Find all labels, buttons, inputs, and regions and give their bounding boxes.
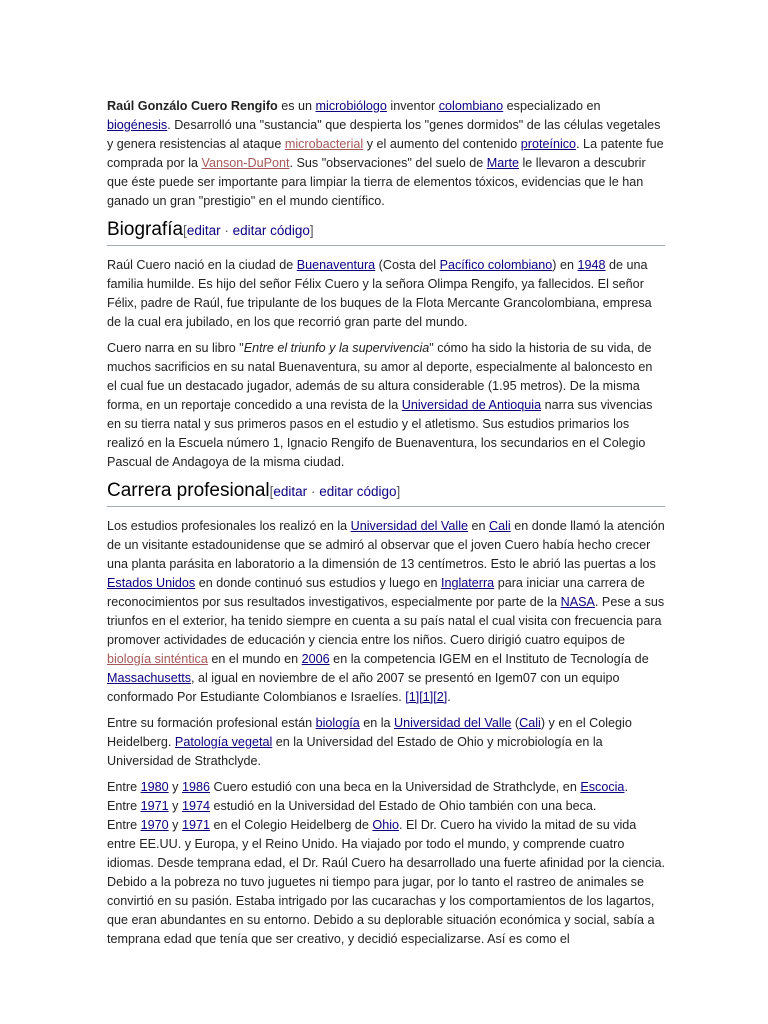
section-heading-biografia: Biografía[editar · editar código] bbox=[107, 218, 665, 246]
link-biogenesis[interactable]: biogénesis bbox=[107, 118, 168, 132]
link-1974[interactable]: 1974 bbox=[181, 799, 210, 813]
book-title: Entre el triunfo y la supervivencia bbox=[243, 341, 430, 355]
link-colombiano[interactable]: colombiano bbox=[438, 99, 504, 113]
link-ohio[interactable]: Ohio bbox=[372, 818, 400, 832]
reference-links[interactable]: [1][1][2] bbox=[405, 690, 448, 704]
link-proteinico[interactable]: proteínico bbox=[520, 137, 577, 151]
intro-paragraph: Raúl Gonzálo Cuero Rengifo es un microbiólogo inventor colombiano especializado en biogénesis. Desarrolló una "sustancia" que despierta los "genes dormidos" de las células vegetales y genera resistencias al ataque microbacterial y el aumento del contenido proteínico. La patente fue comprada por la Vanson-DuPont. Sus "observaciones" del suelo de Marte le llevaron a descubrir que éste puede ser importante para limpiar la tierra de elementos tóxicos, evidencias que le han ganado un gran "prestigio" en el mundo científico. bbox=[107, 99, 664, 208]
link-inglaterra[interactable]: Inglaterra bbox=[440, 576, 495, 590]
edit-links: [editar · editar código] bbox=[183, 223, 314, 238]
link-1980[interactable]: 1980 bbox=[140, 780, 169, 794]
bio-paragraph-1: Raúl Cuero nació en la ciudad de Buenaventura (Costa del Pacífico colombiano) en 1948 de una familia humilde. Es hijo del señor Félix Cuero y la señora Olimpa Rengifo, ya fallecidos. El señor Félix, padre de Raúl, fue tripulante de los buques de la Flota Mercante Grancolombiana, empresa de la cual era jubilado, en los que recorrió gran parte del mundo. bbox=[107, 258, 652, 329]
link-vanson-dupont[interactable]: Vanson-DuPont bbox=[201, 156, 290, 170]
link-microbiologo[interactable]: microbiólogo bbox=[315, 99, 387, 113]
link-biologia-sintentica[interactable]: biología sinténtica bbox=[107, 652, 208, 666]
link-biologia[interactable]: biología bbox=[315, 716, 360, 730]
link-estados-unidos[interactable]: Estados Unidos bbox=[107, 576, 196, 590]
edit-link[interactable]: editar bbox=[273, 484, 308, 499]
edit-link[interactable]: editar bbox=[186, 223, 221, 238]
link-1971[interactable]: 1971 bbox=[140, 799, 169, 813]
edit-links: [editar · editar código] bbox=[269, 484, 401, 499]
link-microbacterial[interactable]: microbacterial bbox=[284, 137, 364, 151]
link-pacifico-colombiano[interactable]: Pacífico colombiano bbox=[439, 258, 553, 272]
link-marte[interactable]: Marte bbox=[486, 156, 519, 170]
link-2006[interactable]: 2006 bbox=[301, 652, 330, 666]
link-cali[interactable]: Cali bbox=[519, 716, 541, 730]
career-paragraph-2: Entre su formación profesional están biología en la Universidad del Valle (Cali) y en el Colegio Heidelberg. Patología vegetal en la Universidad del Estado de Ohio y microbiología en la Universidad de Strathclyde. bbox=[107, 716, 632, 768]
link-buenaventura[interactable]: Buenaventura bbox=[296, 258, 376, 272]
link-1986[interactable]: 1986 bbox=[181, 780, 210, 794]
link-nasa[interactable]: NASA bbox=[560, 595, 595, 609]
edit-source-link[interactable]: editar código bbox=[319, 484, 397, 499]
article-body bbox=[107, 97, 665, 956]
link-1970[interactable]: 1970 bbox=[140, 818, 169, 832]
career-paragraph-1: Los estudios profesionales los realizó en la Universidad del Valle en Cali en donde llamó la atención de un visitante estadounidense que se admiró al observar que el joven Cuero había hecho crecer una planta parásita en laboratorio a la dimensión de 13 centímetros. Esto le abrió las puertas a los Estados Unidos en donde continuó sus estudios y luego en Inglaterra para iniciar una carrera de reconocimientos por sus resultados investigativos, especialmente por parte de la NASA. Pese a sus triunfos en el exterior, ha tenido siempre en cuenta a su país natal el cual visita con frecuencia para promover actividades de educación y ciencia entre los niños. Cuero dirigió cuatro equipos de biología sinténtica en el mundo en 2006 en la competencia IGEM en el Instituto de Tecnología de Massachusetts, al igual en noviembre de el año 2007 se presentó en Igem07 con un equipo conformado Por Estudiante Colombianos e Israelíes. [1][1][2]. bbox=[107, 519, 665, 704]
link-universidad-antioquia[interactable]: Universidad de Antioquia bbox=[401, 398, 542, 412]
link-escocia[interactable]: Escocia bbox=[580, 780, 625, 794]
link-massachusetts[interactable]: Massachusetts bbox=[107, 671, 191, 685]
article-subject: Raúl Gonzálo Cuero Rengifo bbox=[107, 99, 278, 113]
link-1971[interactable]: 1971 bbox=[181, 818, 210, 832]
edit-source-link[interactable]: editar código bbox=[232, 223, 310, 238]
link-universidad-valle[interactable]: Universidad del Valle bbox=[350, 519, 468, 533]
link-patologia-vegetal[interactable]: Patología vegetal bbox=[174, 735, 273, 749]
section-heading-carrera: Carrera profesional[editar · editar código] bbox=[107, 479, 665, 507]
bio-paragraph-2: Cuero narra en su libro "Entre el triunfo y la supervivencia" cómo ha sido la historia de su vida, de muchos sacrificios en su natal Buenaventura, su amor al deporte, especialmente al baloncesto en el cual fue un destacado jugador, además de su altura considerable (1.95 metros). De la misma forma, en un reportaje concedido a una revista de la Universidad de Antioquia narra sus vivencias en su tierra natal y sus primeros pasos en el estudio y el atletismo. Sus estudios primarios los realizó en la Escuela número 1, Ignacio Rengifo de Buenaventura, los secundarios en el Colegio Pascual de Andagoya de la misma ciudad. bbox=[107, 341, 653, 469]
link-1948[interactable]: 1948 bbox=[577, 258, 606, 272]
link-universidad-valle[interactable]: Universidad del Valle bbox=[394, 716, 512, 730]
link-cali[interactable]: Cali bbox=[489, 519, 511, 533]
career-paragraph-3: Entre 1980 y 1986 Cuero estudió con una beca en la Universidad de Strathclyde, en Escocia. Entre 1971 y 1974 estudió en la Universidad del Estado de Ohio también con una beca. Entre 1970 y 1971 en el Colegio Heidelberg de Ohio. El Dr. Cuero ha vivido la mitad de su vida entre EE.UU. y Europa, y el Reino Unido. Ha viajado por todo el mundo, y comprende cuatro idiomas. Desde temprana edad, el Dr. Raúl Cuero ha desarrollado una fuerte afinidad por la ciencia. Debido a la pobreza no tuvo juguetes ni tiempo para jugar, por lo tanto el rastreo de animales se convirtió en su pasión. Estaba intrigado por las cucarachas y los comportamientos de los lagartos, que eran abundantes en su entorno. Debido a su deplorable situación económica y social, sabía a temprana edad que tenía que ser creativo, y decidió especializarse. Así es como el bbox=[107, 780, 665, 946]
